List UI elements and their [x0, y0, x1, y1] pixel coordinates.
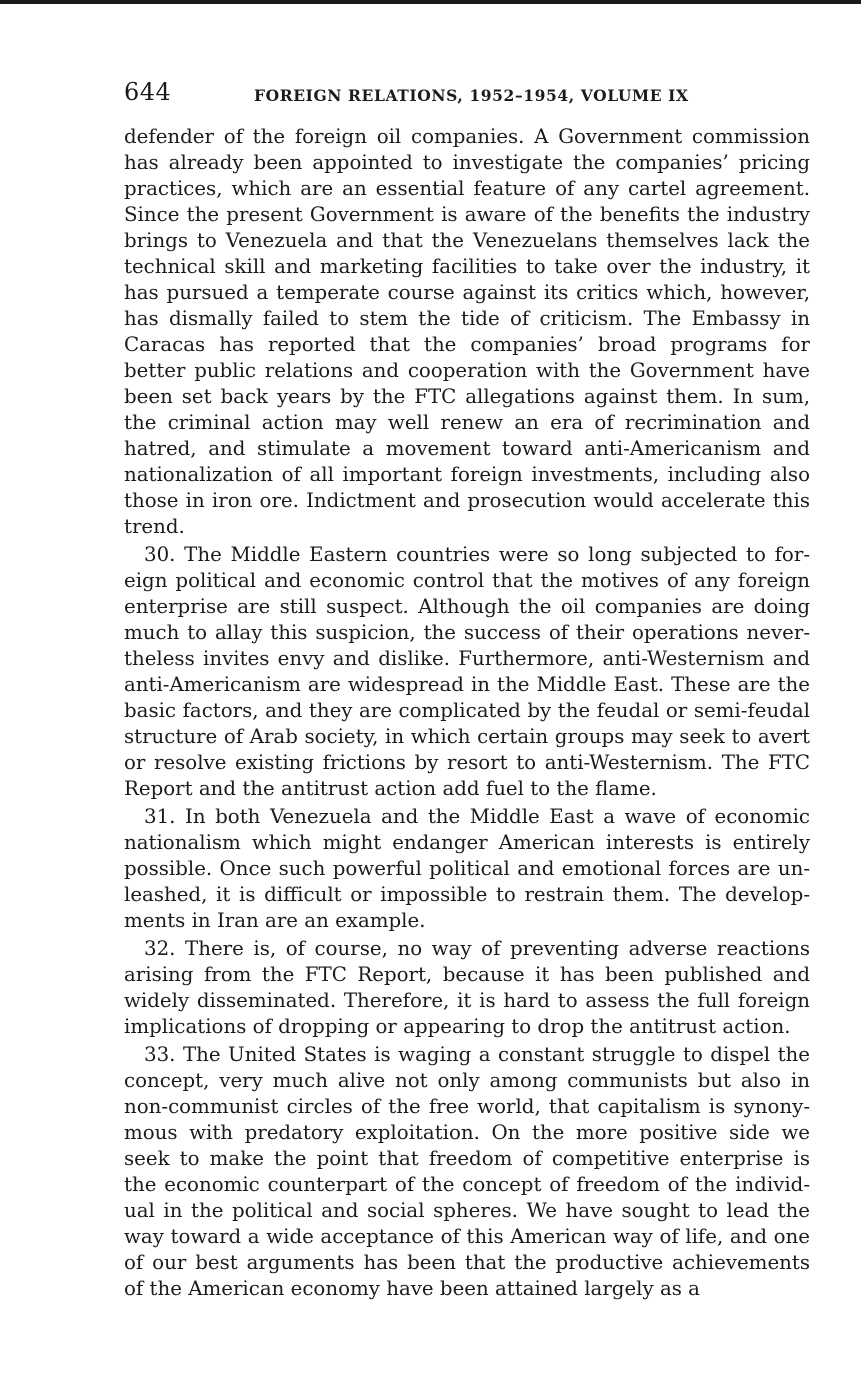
- page-header: [124, 72, 810, 124]
- page-body: [124, 124, 810, 1302]
- paragraph-30: 30. The Middle Eastern countries were so long subjected to foreign political and economic control that the motives of any foreign enterprise are still suspect. Although the oil companies are doing much to allay this suspicion, the success of their operations nevertheless invites envy and dislike. Furthermore, anti-Westernism and anti-Americanism are widespread in the Middle East. These are the basic factors, and they are complicated by the feudal or semi-feudal structure of Arab society, in which certain groups may seek to avert or resolve existing frictions by resort to anti-Westernism. The FTC Report and the antitrust action add fuel to the flame.: [124, 543, 810, 800]
- paragraph-continued: defender of the foreign oil companies. A Government commission has already been appointed to investigate the companies’ pricing practices, which are an essential feature of any cartel agreement. Since the present Government is aware of the benefits the industry brings to Venezuela and that the Venezuelans themselves lack the technical skill and marketing facilities to take over the industry, it has pursued a temperate course against its critics which, however, has dismally failed to stem the tide of criticism. The Embassy in Caracas has reported that the companies’ broad programs for better public relations and cooperation with the Government have been set back years by the FTC allegations against them. In sum, the criminal action may well renew an era of recrimination and hatred, and stimulate a movement toward anti-Americanism and nationalization of all important foreign investments, including also those in iron ore. Indictment and prosecution would accelerate this trend.: [124, 125, 810, 538]
- running-head: FOREIGN RELATIONS, 1952–1954, VOLUME IX: [254, 86, 689, 105]
- page-number: 644: [124, 78, 172, 106]
- top-border-rule: [0, 0, 861, 4]
- paragraph-33: 33. The United States is waging a constant struggle to dispel the concept, very much alive not only among communists but also in non-communist circles of the free world, that capitalism is synonymous with predatory exploitation. On the more positive side we seek to make the point that freedom of competitive enterprise is the economic counterpart of the concept of freedom of the individual in the political and social spheres. We have sought to lead the way toward a wide acceptance of this American way of life, and one of our best arguments has been that the productive achievements of the American economy have been attained largely as a: [124, 1043, 810, 1300]
- document-page: [124, 72, 810, 1302]
- paragraph-31: 31. In both Venezuela and the Middle East a wave of economic nationalism which might endanger American interests is entirely possible. Once such powerful political and emotional forces are unleashed, it is difficult or impossible to restrain them. The developments in Iran are an example.: [124, 805, 810, 932]
- paragraph-32: 32. There is, of course, no way of preventing adverse reactions arising from the FTC Report, because it has been published and widely disseminated. Therefore, it is hard to assess the full foreign implications of dropping or appearing to drop the antitrust action.: [124, 937, 810, 1038]
